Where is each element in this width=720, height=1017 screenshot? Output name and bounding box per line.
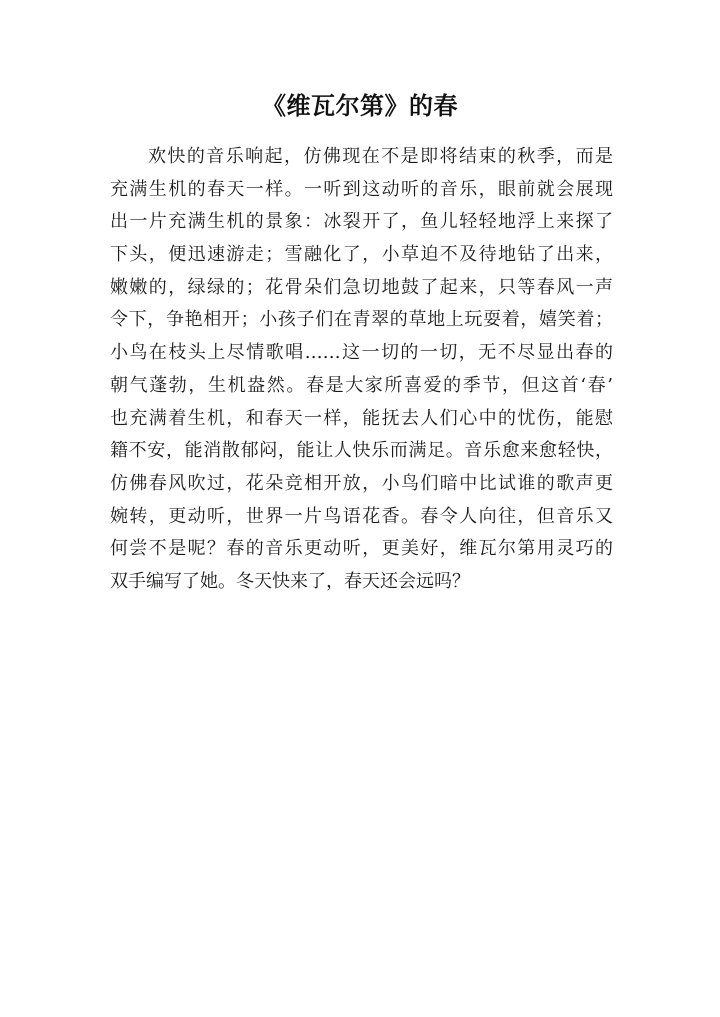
text-line: 下头，便迅速游走；雪融化了，小草迫不及待地钻了出来，: [110, 244, 613, 266]
text-line: 令下，争艳相开；小孩子们在青翠的草地上玩耍着，嬉笑着；: [110, 309, 613, 331]
text-line: 小鸟在枝头上尽情歌唱……这一切的一切，无不尽显出春的: [110, 342, 613, 364]
text-line: 充满生机的春天一样。一听到这动听的音乐，眼前就会展现: [110, 178, 613, 200]
text-line: 欢快的音乐响起，仿佛现在不是即将结束的秋季，而是: [148, 146, 613, 167]
text-line: 出一片充满生机的景象：冰裂开了，鱼儿轻轻地浮上来探了: [110, 211, 613, 233]
document-title: 《维瓦尔第》的春: [262, 92, 458, 120]
essay-paragraph: [110, 141, 613, 599]
text-line: 仿佛春风吹过，花朵竞相开放，小鸟们暗中比试谁的歌声更: [110, 472, 613, 494]
text-line: 婉转，更动听，世界一片鸟语花香。春令人向往，但音乐又: [110, 505, 613, 527]
text-line: 双手编写了她。冬天快来了，春天还会远吗？: [110, 570, 470, 592]
text-line: 嫩嫩的，绿绿的；花骨朵们急切地鼓了起来，只等春风一声: [110, 276, 613, 298]
text-line: 何尝不是呢？春的音乐更动听，更美好，维瓦尔第用灵巧的: [110, 538, 613, 560]
text-line: 朝气蓬勃，生机盎然。春是大家所喜爱的季节，但这首‘春’: [110, 374, 613, 396]
text-line: 也充满着生机，和春天一样，能抚去人们心中的忧伤，能慰: [110, 407, 613, 429]
text-line: 籍不安，能消散郁闷，能让人快乐而满足。音乐愈来愈轻快，: [110, 440, 613, 462]
